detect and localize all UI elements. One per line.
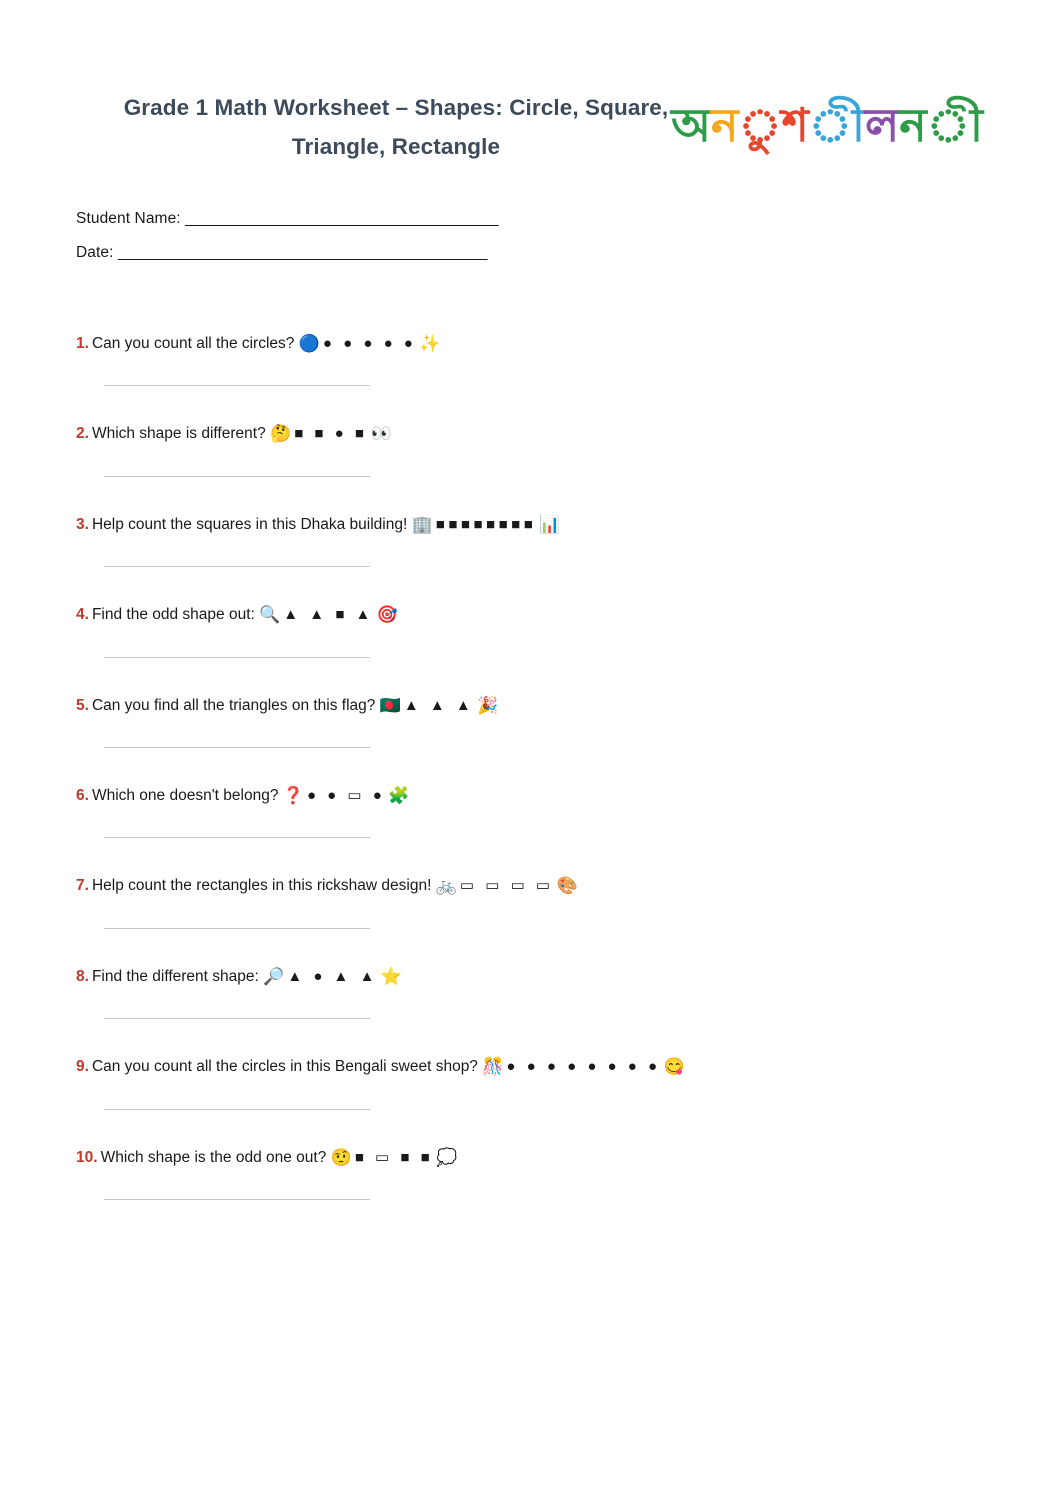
question-shape-glyphs: ● ● ● ● ● ● ● ● <box>506 1058 661 1076</box>
question-block <box>76 876 986 966</box>
question-block <box>76 967 986 1057</box>
question-spacer <box>76 838 986 876</box>
question-text: Which shape is the odd one out? <box>100 1148 327 1166</box>
question-line <box>76 605 986 625</box>
question-spacer <box>76 386 986 424</box>
question-line <box>76 786 986 806</box>
question-lead-emoji-icon: 🏢 <box>411 514 433 534</box>
question-text: Help count the rectangles in this rickshaw design! <box>91 877 432 895</box>
question-number: 6. <box>76 786 89 804</box>
student-name-field[interactable] <box>76 210 986 228</box>
question-block <box>76 424 986 514</box>
question-shape-glyphs: ● ● ▭ ● <box>306 786 386 804</box>
question-trail-emoji-icon: 🎯 <box>376 605 399 625</box>
logo-glyph: ন <box>899 99 927 151</box>
question-lead-emoji-icon: 🔎 <box>263 966 285 986</box>
question-shape-glyphs: ▭ ▭ ▭ ▭ <box>459 877 554 895</box>
date-rule: ______________________________________________ <box>117 244 487 261</box>
question-number: 4. <box>76 606 89 624</box>
question-trail-emoji-icon: ⭐ <box>380 966 403 986</box>
question-number: 1. <box>76 335 89 352</box>
question-shape-glyphs: ▲ ▲ ▲ <box>403 696 475 714</box>
question-block <box>76 1057 986 1147</box>
student-fields <box>76 210 986 262</box>
logo-glyph: ী <box>926 99 983 151</box>
question-line <box>76 876 986 896</box>
question-text: Which shape is different? <box>91 425 266 443</box>
question-trail-emoji-icon: 👀 <box>370 424 392 444</box>
student-name-rule: _______________________________________ <box>185 210 498 227</box>
question-text: Can you count all the circles in this Bengali sweet shop? <box>91 1058 478 1076</box>
question-line <box>76 696 986 716</box>
question-shape-glyphs: ▲ ● ▲ ▲ <box>287 967 378 985</box>
question-line <box>76 967 986 987</box>
question-lead-emoji-icon: 🤨 <box>330 1147 352 1167</box>
question-text: Find the different shape: <box>91 967 259 985</box>
question-lead-emoji-icon: ❓ <box>282 785 304 805</box>
question-text: Can you count all the circles? <box>91 335 295 352</box>
question-lead-emoji-icon: 🤔 <box>270 424 292 444</box>
question-shape-glyphs: ▲ ▲ ■ ▲ <box>283 606 374 624</box>
question-lead-emoji-icon: 🔵 <box>298 334 320 353</box>
question-trail-emoji-icon: 🎉 <box>477 695 499 715</box>
question-spacer <box>76 1019 986 1057</box>
question-trail-emoji-icon: 📊 <box>539 514 561 534</box>
question-shape-glyphs: ■ ■ ● ■ <box>294 425 368 443</box>
date-label: Date: <box>76 244 114 261</box>
question-text: Can you find all the triangles on this flag? <box>91 696 376 714</box>
question-text: Which one doesn't belong? <box>91 786 279 804</box>
question-number: 3. <box>76 515 89 533</box>
question-line <box>76 515 986 535</box>
question-lead-emoji-icon: 🚲 <box>435 876 457 896</box>
logo-glyph: ন <box>711 99 739 151</box>
question-line <box>76 334 986 354</box>
brand-logo <box>671 99 983 151</box>
header-row <box>76 88 986 188</box>
question-text: Help count the squares in this Dhaka building! <box>91 515 408 533</box>
question-trail-emoji-icon: 🧩 <box>388 785 410 805</box>
page-title: Grade 1 Math Worksheet – Shapes: Circle, Square, Triangle, Rectangle <box>123 95 669 160</box>
date-field[interactable] <box>76 244 986 262</box>
question-number: 7. <box>76 877 89 895</box>
logo-glyph: ী <box>808 99 866 151</box>
question-lead-emoji-icon: 🔍 <box>259 605 281 625</box>
question-lead-emoji-icon: 🇧🇩 <box>379 695 401 715</box>
question-number: 5. <box>76 696 89 714</box>
question-spacer <box>76 929 986 967</box>
question-block <box>76 696 986 786</box>
question-shape-glyphs: ■■■■■■■■ <box>435 515 537 533</box>
question-spacer <box>76 1200 986 1238</box>
student-name-label: Student Name: <box>76 210 181 227</box>
logo-glyph: ল <box>865 99 900 151</box>
question-spacer <box>76 477 986 515</box>
question-number: 10. <box>76 1148 98 1166</box>
question-trail-emoji-icon: 🎨 <box>556 876 578 896</box>
question-block <box>76 515 986 605</box>
question-trail-emoji-icon: ✨ <box>419 334 441 353</box>
question-spacer <box>76 748 986 786</box>
question-text: Find the odd shape out: <box>91 606 255 624</box>
question-trail-emoji-icon: 💭 <box>436 1147 458 1167</box>
logo-glyph: অ <box>671 99 712 151</box>
question-number: 8. <box>76 967 89 985</box>
document-content <box>76 88 986 1238</box>
logo-glyph: ু <box>738 99 782 151</box>
question-number: 9. <box>76 1058 89 1076</box>
question-line <box>76 424 986 444</box>
question-spacer <box>76 658 986 696</box>
question-spacer <box>76 567 986 605</box>
question-block <box>76 1148 986 1238</box>
question-spacer <box>76 1110 986 1148</box>
question-line <box>76 1057 986 1077</box>
question-trail-emoji-icon: 😋 <box>663 1057 685 1077</box>
questions-list <box>76 334 986 1238</box>
question-block <box>76 334 986 424</box>
logo-glyph: শ <box>781 99 809 151</box>
question-number: 2. <box>76 425 89 443</box>
question-block <box>76 605 986 695</box>
question-shape-glyphs: ● ● ● ● ● <box>322 335 417 352</box>
question-shape-glyphs: ■ ▭ ■ ■ <box>354 1148 434 1166</box>
question-line <box>76 1148 986 1168</box>
question-block <box>76 786 986 876</box>
question-lead-emoji-icon: 🎊 <box>482 1057 504 1077</box>
